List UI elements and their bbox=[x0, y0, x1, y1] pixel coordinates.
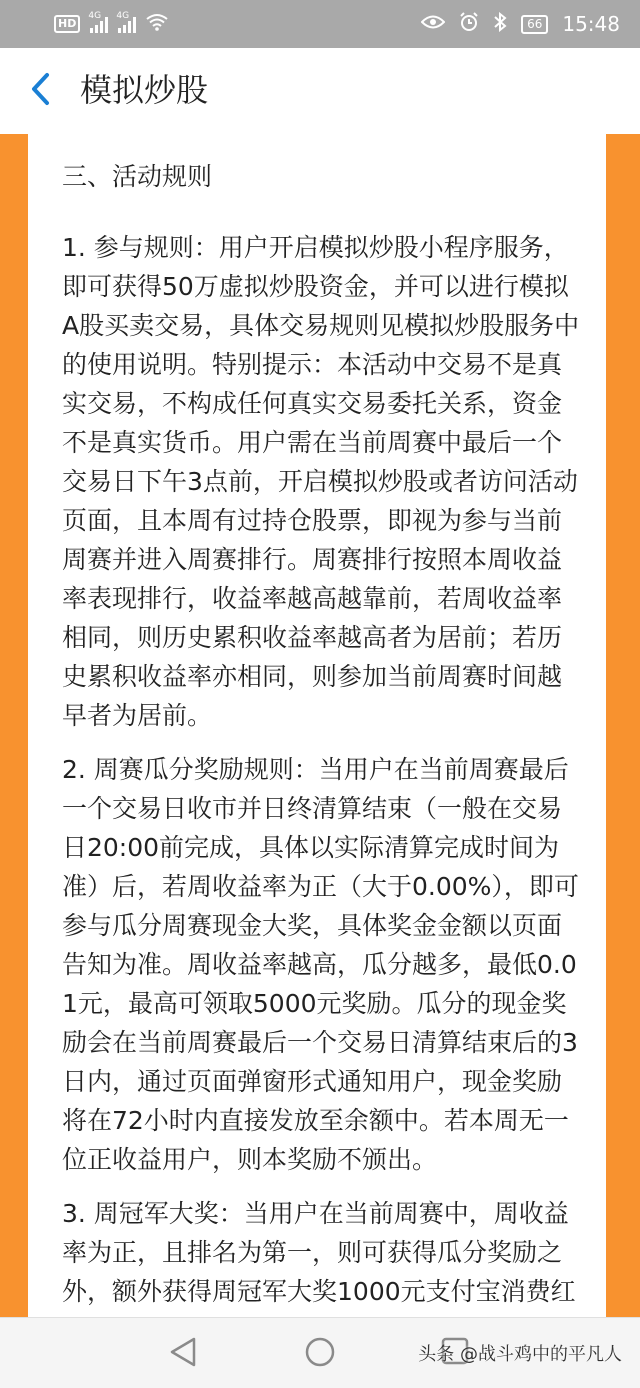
watermark: 头条 @战斗鸡中的平凡人 bbox=[418, 1344, 622, 1365]
section-title: 三、活动规则 bbox=[62, 162, 213, 191]
clock: 15:48 bbox=[562, 12, 620, 36]
signal-icon-2: 4G bbox=[118, 15, 136, 33]
status-left bbox=[54, 0, 168, 48]
battery-icon: 66 bbox=[521, 15, 548, 34]
rule-participation: 1. 参与规则：用户开启模拟炒股小程序服务，即可获得50万虚拟炒股资金，并可以进行模拟A股买卖交易，具体交易规则见模拟炒股服务中的使用说明。特别提示：本活动中交易不是真实交易，不构成任何真实交易委托关系，资金不是真实货币。用户需在当前周赛中最后一个交易日下午3点前，开启模拟炒股或者访问活动页面，且本周有过持仓股票，即视为参与当前周赛并进入周赛排行。周赛排行按照本周收益率表现排行，收益率越高越靠前，若周收益率相同，则历史累积收益率越高者为居前；若历史累积收益率亦相同，则参加当前周赛时间越早者为居前。 bbox=[62, 233, 580, 730]
wifi-icon bbox=[146, 13, 168, 35]
alarm-icon bbox=[459, 12, 479, 37]
chevron-left-icon bbox=[29, 72, 51, 110]
rule-weekly-reward: 2. 周赛瓜分奖励规则：当用户在当前周赛最后一个交易日收市并日终清算结束（一般在交易日20:00前完成，具体以实际清算完成时间为准）后，若周收益率为正（大于0.00%），即可参与瓜分周赛现金大奖，具体奖金金额以页面告知为准。周收益率越高，瓜分越多，最低0.01元，最高可领取5000元奖励。瓜分的现金奖励会在当前周赛最后一个交易日清算结束后的3日内，通过页面弹窗形式通知用户，现金奖励将在72小时内直接发放至余额中。若本周无一位正收益用户，则本奖励不颁出。 bbox=[62, 755, 579, 1174]
system-nav-bar bbox=[0, 1317, 640, 1388]
home-nav-button[interactable] bbox=[304, 1336, 336, 1372]
back-button[interactable] bbox=[22, 72, 58, 110]
orange-frame bbox=[0, 134, 640, 1317]
app-header bbox=[0, 48, 640, 135]
circle-home-icon bbox=[304, 1353, 336, 1372]
back-nav-button[interactable] bbox=[168, 1336, 198, 1372]
status-bar bbox=[0, 0, 640, 48]
rule-weekly-champion: 3. 周冠军大奖：当用户在当前周赛中，周收益率为正，且排名为第一，则可获得瓜分奖励之外，额外获得周冠军大奖1000元支付宝消费红 bbox=[62, 1199, 576, 1306]
bluetooth-icon bbox=[493, 12, 507, 37]
triangle-back-icon bbox=[168, 1353, 198, 1372]
signal-icon: 4G bbox=[90, 15, 108, 33]
status-right bbox=[421, 0, 620, 48]
rules-content[interactable] bbox=[28, 134, 606, 1317]
eye-icon bbox=[421, 14, 445, 35]
page-title: 模拟炒股 bbox=[80, 71, 209, 109]
hd-icon: HD bbox=[54, 15, 80, 33]
